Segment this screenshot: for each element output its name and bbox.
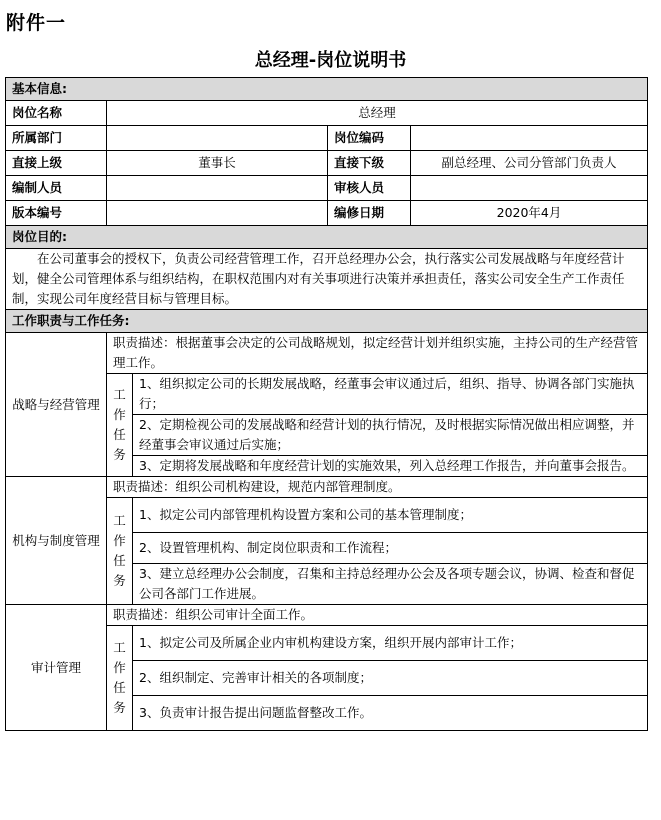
task-label: 工 作 任 务 <box>107 374 133 477</box>
revision-date-label: 编修日期 <box>328 201 411 226</box>
position-name-value: 总经理 <box>107 101 648 126</box>
author-label: 编制人员 <box>6 176 107 201</box>
duty-area-name: 机构与制度管理 <box>6 477 107 605</box>
job-description-table <box>5 77 648 731</box>
section-basic-info: 基本信息: <box>6 78 648 101</box>
duty-area-name: 战略与经营管理 <box>6 333 107 477</box>
duty-area-name: 审计管理 <box>6 605 107 731</box>
version-value <box>107 201 328 226</box>
department-value <box>107 126 328 151</box>
purpose-text: 在公司董事会的授权下，负责公司经营管理工作，召开总经理办公会，执行落实公司发展战略与年度经营计划，健全公司管理体系与组织结构，在职权范围内对有关事项进行决策并承担责任，落实公司安全生产工作责任制，实现公司年度经营目标与管理目标。 <box>6 249 648 310</box>
reviewer-label: 审核人员 <box>328 176 411 201</box>
document-title: 总经理-岗位说明书 <box>254 50 407 71</box>
duty-description: 职责描述：根据董事会决定的公司战略规划，拟定经营计划并组织实施，主持公司的生产经营管理工作。 <box>107 333 648 374</box>
revision-date-value: 2020年4月 <box>411 201 648 226</box>
task-item: 2、设置管理机构、制定岗位职责和工作流程； <box>133 533 648 564</box>
position-code-value <box>411 126 648 151</box>
task-item: 3、建立总经理办公会制度，召集和主持总经理办公会及各项专题会议，协调、检查和督促公司各部门工作进展。 <box>133 564 648 605</box>
section-purpose: 岗位目的: <box>6 226 648 249</box>
reviewer-value <box>411 176 648 201</box>
task-label: 工 作 任 务 <box>107 626 133 731</box>
position-code-label: 岗位编码 <box>328 126 411 151</box>
task-item: 1、拟定公司内部管理机构设置方案和公司的基本管理制度； <box>133 498 648 533</box>
superior-value: 董事长 <box>107 151 328 176</box>
task-label: 工 作 任 务 <box>107 498 133 605</box>
author-value <box>107 176 328 201</box>
duty-description: 职责描述：组织公司机构建设，规范内部管理制度。 <box>107 477 648 498</box>
section-duties: 工作职责与工作任务: <box>6 310 648 333</box>
task-item: 2、组织制定、完善审计相关的各项制度； <box>133 661 648 696</box>
department-label: 所属部门 <box>6 126 107 151</box>
task-item: 3、负责审计报告提出问题监督整改工作。 <box>133 696 648 731</box>
attachment-label: 附件一 <box>6 12 67 34</box>
task-item: 3、定期将发展战略和年度经营计划的实施效果，列入总经理工作报告，并向董事会报告。 <box>133 456 648 477</box>
version-label: 版本编号 <box>6 201 107 226</box>
subordinate-value: 副总经理、公司分管部门负责人 <box>411 151 648 176</box>
task-item: 2、定期检视公司的发展战略和经营计划的执行情况，及时根据实际情况做出相应调整，并经董事会审议通过后实施； <box>133 415 648 456</box>
superior-label: 直接上级 <box>6 151 107 176</box>
subordinate-label: 直接下级 <box>328 151 411 176</box>
duty-description: 职责描述：组织公司审计全面工作。 <box>107 605 648 626</box>
task-item: 1、组织拟定公司的长期发展战略，经董事会审议通过后，组织、指导、协调各部门实施执行； <box>133 374 648 415</box>
position-name-label: 岗位名称 <box>6 101 107 126</box>
task-item: 1、拟定公司及所属企业内审机构建设方案，组织开展内部审计工作； <box>133 626 648 661</box>
